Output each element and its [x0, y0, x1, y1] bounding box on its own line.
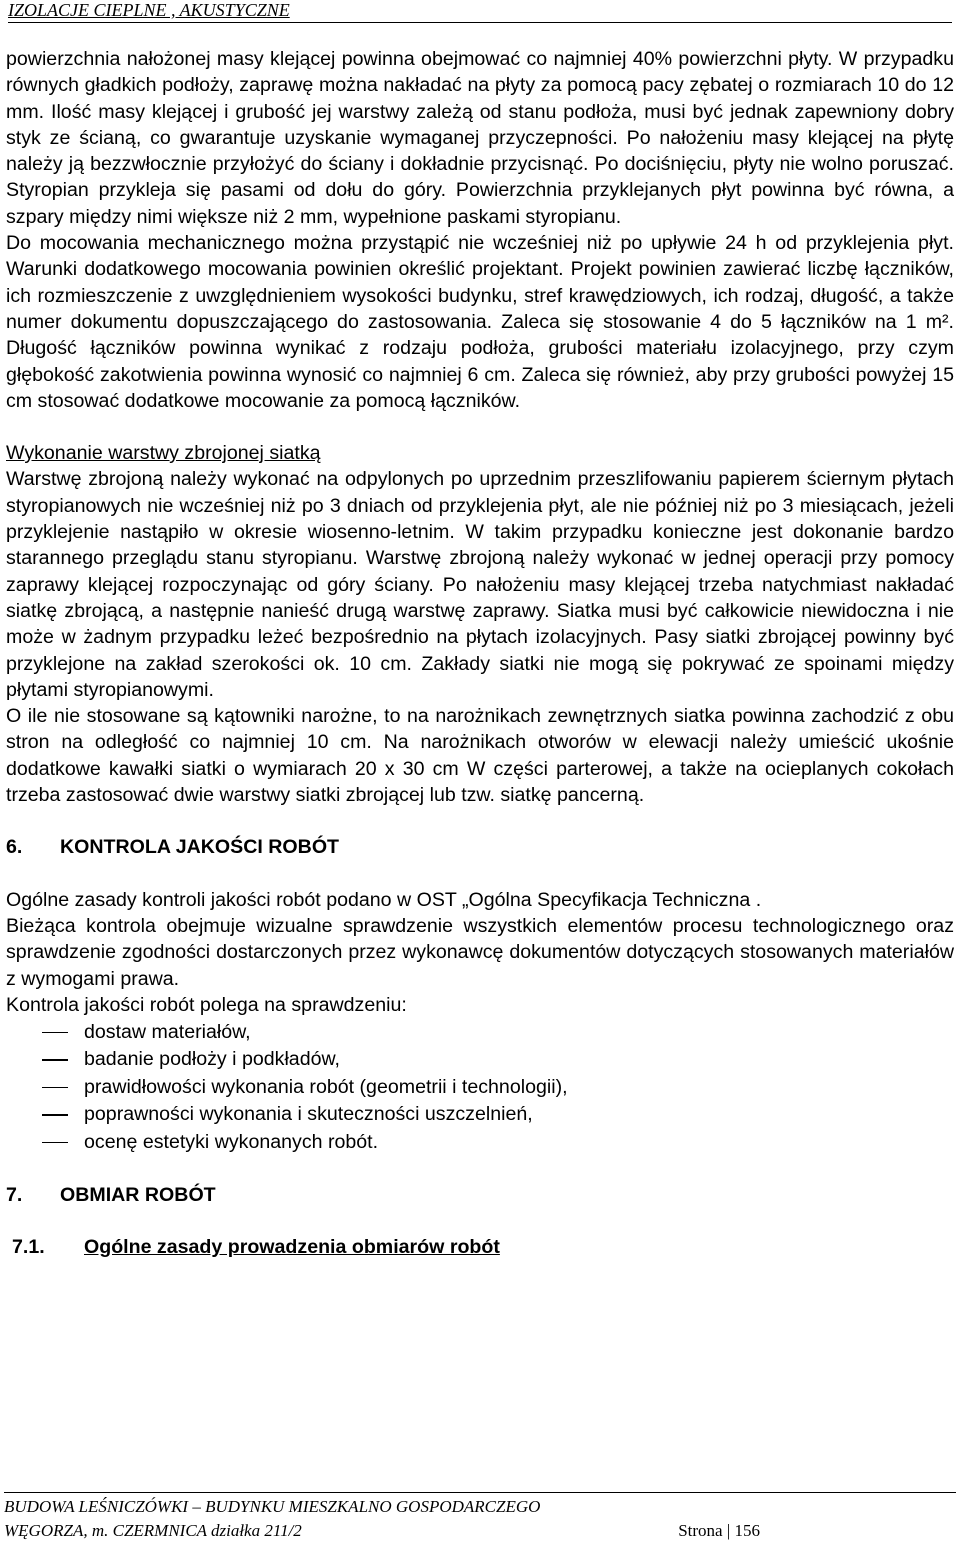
header-title: IZOLACJE CIEPLNE , AKUSTYCZNE [8, 0, 290, 20]
section-7-1-heading [6, 1234, 954, 1260]
dash-bullet-icon [42, 1032, 68, 1034]
section-7-1-title: Ogólne zasady prowadzenia obmiarów robót [84, 1235, 500, 1258]
subheading-mesh-layer [6, 440, 954, 466]
paragraph-quality-intro: Kontrola jakości robót polega na sprawdzeniu: [6, 993, 407, 1016]
dash-bullet-icon [42, 1059, 68, 1061]
list-item: ocenę estetyki wykonanych robót. [6, 1128, 954, 1156]
paragraph-corners: O ile nie stosowane są kątowniki narożne, to na narożnikach zewnętrznych siatka powinna zachodzić z obu stron na odległość co najmniej 10 cm. Na narożnikach otworów w elewacji należy umieścić ukośnie dodatkowe kawałki siatki o wymiarach 20 x 30 cm W części parterowej, a także na ocieplanych cokołach trzeba zastosować dwie warstwy siatki zbrojącej lub tzw. siatkę pancerną. [6, 705, 954, 807]
dash-bullet-icon [42, 1142, 68, 1144]
section-7-1-number: 7.1. [12, 1235, 45, 1258]
footer-location: WĘGORZA, m. CZERMNICA działka 211/2 [4, 1521, 302, 1540]
list-item: dostaw materiałów, [6, 1018, 954, 1046]
quality-check-list [6, 1018, 954, 1156]
list-item: badanie podłoży i podkładów, [6, 1046, 954, 1074]
subheading-mesh-text: Wykonanie warstwy zbrojonej siatką [6, 442, 321, 465]
paragraph-quality-ongoing: Bieżąca kontrola obejmuje wizualne sprawdzenie wszystkich elementów procesu technologicznego oraz sprawdzenie zgodności dostarczonych przez wykonawcę dokumentów dotyczących stosowanych materiałów z wymogami prawa. [6, 914, 954, 990]
page-header [8, 0, 952, 23]
list-item: prawidłowości wykonania robót (geometrii i technologii), [6, 1073, 954, 1101]
section-7-title: OBMIAR ROBÓT [60, 1183, 216, 1206]
page-number: Strona | 156 [678, 1521, 760, 1540]
document-body [6, 46, 954, 1260]
paragraph-adhesive: powierzchnia nałożonej masy klejącej powinna obejmować co najmniej 40% powierzchni płyty. W przypadku równych gładkich podłoży, zaprawę można nakładać na płyty za pomocą pacy zębatej o rozmiarach 10 do 12 mm. Ilość masy klejącej i grubość jej warstwy zależą od stanu podłoża, musi być jednak zapewniony dobry styk ze ścianą, co gwarantuje uzyskanie wymaganej przyczepności. Po nałożeniu masy klejącej na płytę należy ją bezzwłocznie przyłożyć do ściany i dokładnie przycisnąć. Po dociśnięciu, płyty nie wolno poruszać. Styropian przykleja się pasami od dołu do góry. Powierzchnia przyklejanych płyt powinna być równa, a szpary między nimi większe niż 2 mm, wypełnione paskami styropianu. [6, 48, 954, 228]
list-item: poprawności wykonania i skuteczności uszczelnień, [6, 1101, 954, 1129]
footer-project-name: BUDOWA LEŚNICZÓWKI – BUDYNKU MIESZKALNO GOSPODARCZEGO [4, 1497, 541, 1516]
section-7-number: 7. [6, 1183, 23, 1206]
page-footer [4, 1492, 956, 1543]
dash-bullet-icon [42, 1087, 68, 1089]
paragraph-mechanical-fixing: Do mocowania mechanicznego można przystąpić nie wcześniej niż po upływie 24 h od przyklejenia płyt. Warunki dodatkowego mocowania powinien określić projektant. Projekt powinien zawierać liczbę łączników, ich rozmieszczenie z uwzględnieniem wysokości budynku, stref krawędziowych, ich rodzaj, długość, a także numer dokumentu dopuszczającego do zastosowania. Zaleca się stosowanie 4 do 5 łączników na 1 m². Długość łączników powinna wynikać z rodzaju podłoża, grubości materiału izolacyjnego, przy czym głębokość zakotwienia powinna wynosić co najmniej 6 cm. Zaleca się również, aby przy grubości powyżej 15 cm stosować dodatkowe mocowanie za pomocą łączników. [6, 232, 954, 412]
section-6-title: KONTROLA JAKOŚCI ROBÓT [60, 836, 340, 859]
paragraph-mesh-layer: Warstwę zbrojoną należy wykonać na odpylonych po uprzednim przeszlifowaniu papierem ściernym płytach styropianowych nie wcześniej niż po 3 dniach od przyklejenia płyt, ale nie później niż po 3 miesiącach, jeżeli przyklejenie nastąpiło w okresie wiosenno-letnim. W takim przypadku konieczne jest dokonanie bardzo starannego przeglądu stanu styropianu. Warstwę zbrojoną należy wykonać w jednej operacji przy pomocy zaprawy klejącej rozpoczynając od góry ściany. Po nałożeniu masy klejącej trzeba natychmiast nakładać siatkę zbrojącą, a następnie nanieść drugą warstwę zaprawy. Siatka musi być całkowicie niewidoczna i nie może w żadnym przypadku leżeć bezpośrednio na płytach izolacyjnych. Pasy siatki zbrojącej powinny być przyklejone na zakład szerokości ok. 10 cm. Zakłady siatki nie mogą się pokrywać ze spoinami między płytami styropianowymi. [6, 468, 954, 701]
section-7-heading [6, 1182, 954, 1208]
section-6-number: 6. [6, 836, 23, 859]
paragraph-quality-general: Ogólne zasady kontroli jakości robót podano w OST „Ogólna Specyfikacja Techniczna . [6, 888, 762, 911]
section-6-heading [6, 834, 954, 860]
dash-bullet-icon [42, 1114, 68, 1116]
